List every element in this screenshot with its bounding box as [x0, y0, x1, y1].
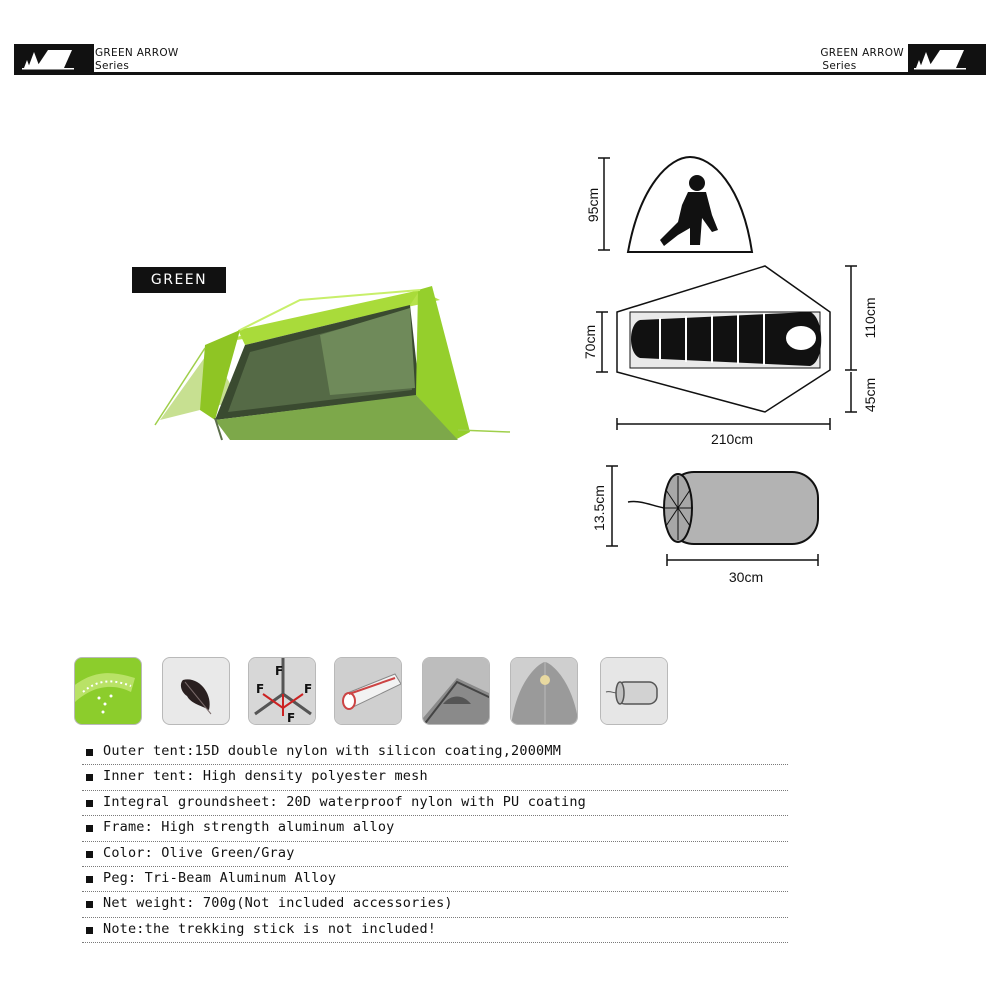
feather-lightweight-icon: [162, 657, 230, 725]
list-item: [82, 791, 788, 816]
brand-subtitle: Series: [822, 59, 857, 72]
list-item: [82, 918, 788, 943]
brand-title: GREEN ARROW: [95, 47, 179, 59]
feature-icons-row: [74, 657, 674, 727]
list-item: [82, 842, 788, 867]
list-item: [82, 816, 788, 841]
bullet-icon: [86, 927, 93, 934]
tent-light-hook-icon: [510, 657, 578, 725]
list-item: [82, 867, 788, 892]
spec-note: Note:the trekking stick is not included!: [103, 920, 437, 937]
bullet-icon: [86, 901, 93, 908]
tent-vent-icon: [422, 657, 490, 725]
svg-text:F: F: [304, 682, 313, 696]
tent-side-view-diagram: [585, 157, 752, 252]
packed-length-dimension: 30cm: [728, 569, 764, 585]
bullet-icon: [86, 825, 93, 832]
stuff-sack-icon: [600, 657, 668, 725]
spec-groundsheet: Integral groundsheet: 20D waterproof nylon with PU coating: [103, 793, 587, 810]
vestibule-dimension: 45cm: [862, 377, 878, 413]
spec-color: Color: Olive Green/Gray: [103, 844, 295, 861]
specifications-list: [82, 740, 788, 943]
height-dimension: 95cm: [585, 187, 601, 223]
bullet-icon: [86, 876, 93, 883]
brand-subtitle: Series: [95, 59, 130, 72]
spec-outer-tent: Outer tent:15D double nylon with silicon coating,2000MM: [103, 743, 562, 759]
svg-text:F: F: [287, 711, 296, 725]
svg-text:F: F: [275, 664, 284, 678]
bullet-icon: [86, 749, 93, 756]
spec-frame: Frame: High strength aluminum alloy: [103, 819, 395, 836]
bullet-icon: [86, 800, 93, 807]
person-icon: [689, 175, 705, 191]
spec-peg: Peg: Tri-Beam Aluminum Alloy: [103, 869, 337, 886]
spec-inner-tent: Inner tent: High density polyester mesh: [103, 768, 428, 785]
inner-width-dimension: 70cm: [582, 324, 598, 360]
list-item: [82, 765, 788, 790]
list-item: [82, 740, 788, 765]
total-width-dimension: 110cm: [862, 297, 878, 339]
svg-text:F: F: [256, 682, 265, 696]
tent-floor-plan-diagram: [582, 266, 878, 447]
color-label: GREEN: [132, 267, 226, 293]
packed-bag-diagram: [591, 466, 818, 585]
force-distribution-icon: [248, 657, 316, 725]
list-item: [82, 892, 788, 917]
bullet-icon: [86, 774, 93, 781]
spec-net-weight: Net weight: 700g(Not included accessories): [103, 895, 453, 912]
brand-title: GREEN ARROW: [820, 47, 904, 59]
packed-diameter-dimension: 13.5cm: [591, 485, 607, 531]
length-dimension: 210cm: [710, 431, 754, 447]
aluminum-pole-icon: [334, 657, 402, 725]
tent-product-image: [155, 286, 510, 440]
bullet-icon: [86, 851, 93, 858]
silicon-coating-icon: [74, 657, 142, 725]
